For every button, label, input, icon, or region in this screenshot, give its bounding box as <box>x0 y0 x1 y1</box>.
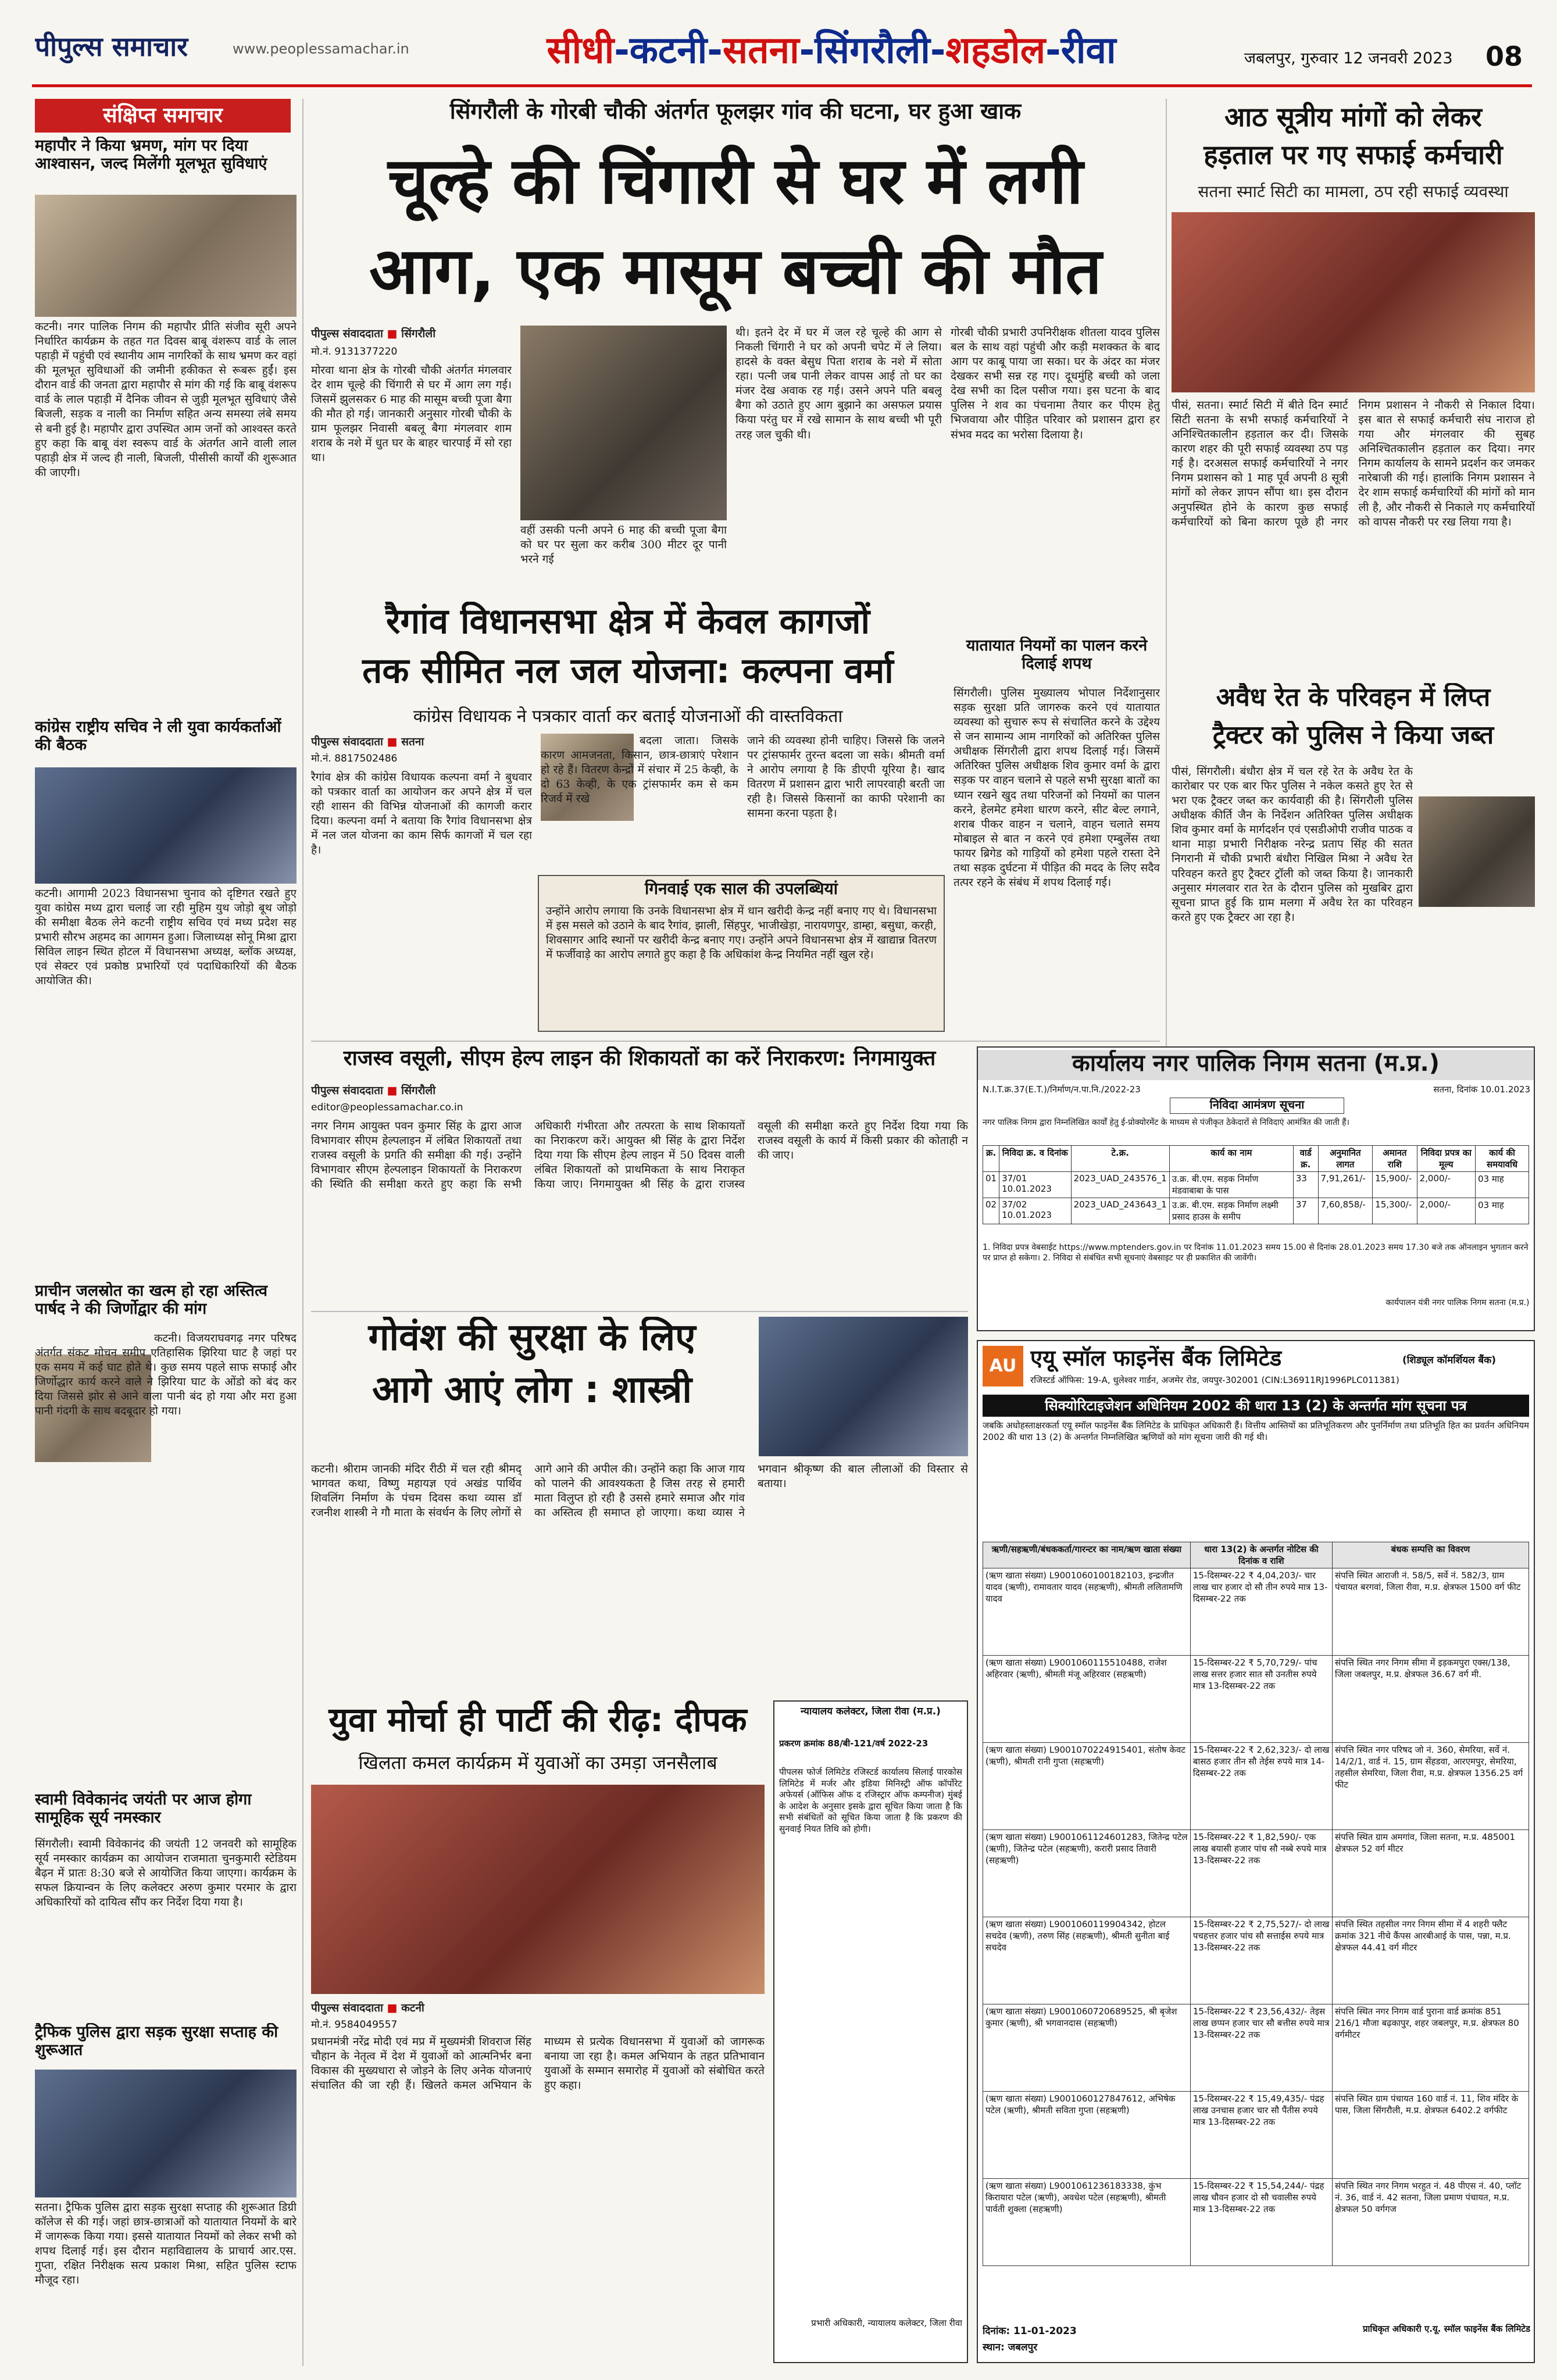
sidebar-body-2: कटनी। आगामी 2023 विधानसभा चुनाव को दृष्टिगत रखते हुए युवा कांग्रेस मध्य द्वारा चलाई जा रही मुहिम युथ जोड़ो बूथ जोड़ो की समीक्षा बैठक लेने कटनी राष्ट्रीय सचिव एवं मध्य प्रदेश सह प्रभारी सौरभ अहमद का आगमन हुआ। जिलाध्यक्ष सोनू मिश्रा द्वारा सिविल लाइन स्थित होटल में विधानसभा अध्यक्ष, ब्लॉक अध्यक्ष, एवं सेक्टर एवं प्रकोष्ठ प्रभारियों एवं पदाधिकारियों की बैठक आयोजित की। <box>35 887 297 988</box>
yuva-subhead: खिलता कमल कार्यक्रम में युवाओं का उमड़ा जनसैलाब <box>358 1752 717 1774</box>
tender-cell: 37 <box>1293 1198 1318 1224</box>
sidebar-body-3: कटनी। विजयराघवगढ़ नगर परिषद अंतर्गत संकट मोचन समीप एतिहासिक झिरिया घाट है जहां पर एक समय में कई घाट होते थे। कुछ समय पहले साफ सफाई और जिर्णोद्धार कार्य करने वाले ने झिरिया घाट के ओंडो को बंद कर दिया जिससे झोर से आने वाला पानी बंद हो गया और मरा हुआ पानी गंदगी के साथ बदबूदार हो गया। <box>35 1332 297 1418</box>
tender-cell: 15,900/- <box>1373 1172 1417 1198</box>
tender-col-sn: क्र. <box>983 1146 999 1172</box>
sidebar-body-4: सिंगरौली। स्वामी विवेकानंद की जयंती 12 जनवरी को सामूहिक सूर्य नमस्कार कार्यक्रम का आयोजन राजमाता चुनकुमारी स्टेडियम बैढ़न में प्रातः 8:30 बजे से आयोजित किया जाएगा। कार्यक्रम के सफल क्रियान्वन के लिए कलेक्टर अरुण कुमार परमार के द्वारा अधिकारियों को दायित्व सौंप कर निर्देश दिया गया है। <box>35 1838 297 1909</box>
bank-cell: 15-दिसम्बर-22 ₹ 2,62,323/- दो लाख बासठ हजार तीन सौ तेईस रुपये मात्र 14-दिसम्बर-22 तक <box>1190 1743 1332 1830</box>
bank-cell: 15-दिसम्बर-22 ₹ 15,54,244/- पंद्रह लाख चौवन हजार दो सौ चवालीस रुपये मात्र 13-दिसम्बर-22 तक <box>1190 2179 1332 2266</box>
tender-cell: 2023_UAD_243576_1 <box>1071 1172 1169 1198</box>
bank-cell: संपत्ति स्थित तहसील नगर निगम सीमा में 4 शहरी फ्लैट क्रमांक 321 नीचे कैंपस आरबीआई के पास, पन्ना, म.प्र. क्षेत्रफल 44.41 वर्ग मीटर <box>1332 1917 1529 2004</box>
legal-court: न्यायालय कलेक्टर, जिला रीवा (म.प्र.) <box>801 1706 941 1717</box>
govansh-headline-2: आगे आएं लोग : शास्त्री <box>372 1369 692 1411</box>
bank-col-property: बंधक सम्पत्ति का विवरण <box>1332 1542 1529 1568</box>
lead-body-2: थी। इतने देर में घर में जल रहे चूल्हे की आग से निकली चिंगारी ने घर को अपनी चपेट में ले लिया। हादसे के वक्त बेसुध पिता शराब के नशे में सोता रहा। पत्नी जब पानी लेकर वापस आई तो घर का मंजर देख अवाक रह गई। उसने अपने पति बबलू बैगा को उठाते हुए आग बुझाने का असफल प्रयास किया परंतु घर में रखे सामान के साथ बच्ची भी पूरी तरह जल चुकी थी। <box>735 326 942 441</box>
tender-cell: 15,300/- <box>1373 1198 1417 1224</box>
raigaon-body-1: रैगांव क्षेत्र की कांग्रेस विधायक कल्पना वर्मा ने बुधवार को पत्रकार वार्ता का आयोजन कर अपने क्षेत्र में चल रही शासन की विभिन्न योजनाओं की कागजी करार दिया। कल्पना वर्मा ने बताया कि रैगांव विधानसभा क्षेत्र में नल जल योजना का काम सिर्फ कागजों में चल रहा है। <box>311 771 532 857</box>
table-row <box>983 1198 1529 1224</box>
legal-footer: प्रभारी अधिकारी, न्यायालय कलेक्टर, जिला रीवा <box>811 2318 962 2328</box>
sidebar-body-5: सतना। ट्रैफिक पुलिस द्वारा सड़क सुरक्षा सप्ताह की शुरूआत डिग्री कॉलेज से की गई। जहां छात्र-छात्राओं को यातायात नियमों के बारे में जागरूक किया गया। इससे यातायात नियमों को लेकर सभी को शपथ दिलाई गई। इस दौरान महाविद्यालय के प्राचार्य आर.एस. गुप्ता, रक्षित निरीक्षक सत्य प्रकाश मिश्रा, सहित पुलिस स्टाफ मौजूद रहा। <box>35 2201 297 2287</box>
traffic-body: सिंगरौली। पुलिस मुख्यालय भोपाल निर्देशानुसार सड़क सुरक्षा प्रति जागरुक करने एवं यातायात व्यवस्था को सुचारु रूप से संचालित करने के उद्देश्य से जन सामान्य आम नागरिकों को अतिरिक्त पुलिस अधीक्षक सिंगरौली द्वारा शपथ दिलाई गई। जिसमें अतिरिक्त पुलिस अधीक्षक शिव कुमार वर्मा के द्वारा सड़क पर वाहन चलाने से पहले सभी सुरक्षा बातों का ध्यान रखने खुद तथा परिजनों को नियमों का पालन करने, हेलमेट हमेशा धारण करने, सीट बेल्ट लगाने, शराब पीकर वाहन न चलाने, वाहन चलाते समय मोबाइल से बात न करने एवं हमेशा एम्बुलेंस तथा फायर ब्रिगेड को गाड़ियों को हमेशा पहले रास्ता देने तथा सड़क दुर्घटना में पीड़ित की मदद के लिए सदैव तत्पर रहने के संबंध में शपथ दिलाई गई। <box>954 687 1160 889</box>
lead-mobile: मो.नं. 9131377220 <box>311 346 398 358</box>
rajasv-body: नगर निगम आयुक्त पवन कुमार सिंह के द्वारा आज विभागवार सीएम हेल्पलाइन में लंबित शिकायतों तथा राजस्व वसूली के प्रगति की समीक्षा की गई। उन्होंने विभागवार सीएम हेल्पलाइन शिकायतों के निराकरण की स्थिति की समीक्षा करते हुए कहा कि सभी अधिकारी गंभीरता और तत्परता के साथ शिकायतों का निराकरण करें। आयुक्त श्री सिंह के द्वारा निर्देश दिया गया कि सीएम हेल्प लाइन में 50 दिवस वाली लंबित शिकायतों को प्राथमिकता के साथ निराकृत किया जाए। निगमायुक्त श्री सिंह के द्वारा राजस्व वसूली की समीक्षा करते हुए निर्देश दिया गया कि राजस्व वसूली के कार्य में किसी प्रकार की कोताही न की जाए। <box>311 1120 968 1191</box>
tender-cell: 7,60,858/- <box>1318 1198 1373 1224</box>
tender-title: कार्यालय नगर पालिक निगम सतना (म.प्र.) <box>978 1050 1534 1080</box>
bank-cell: (ऋण खाता संख्या) L9001060720689525, श्री बृजेश कुमार (ऋणी), श्री भगवानदास (सहऋणी) <box>983 2004 1191 2092</box>
rajasv-email: editor@peoplessamachar.co.in <box>311 1102 463 1113</box>
bank-cell: 15-दिसम्बर-22 ₹ 5,70,729/- पांच लाख सत्तर हजार सात सौ उनतीस रुपये मात्र 13-दिसम्बर-22 तक <box>1190 1656 1332 1743</box>
bank-cell: 15-दिसम्बर-22 ₹ 4,04,203/- चार लाख चार हजार दो सौ तीन रुपये मात्र 13-दिसम्बर-22 तक <box>1190 1568 1332 1656</box>
masthead <box>0 0 1557 87</box>
sand-headline-1: अवैध रेत के परिवहन में लिप्त <box>1216 683 1491 712</box>
table-row <box>983 1830 1529 1917</box>
tender-notice-title: निविदा आमंत्रण सूचना <box>1170 1098 1344 1114</box>
sidebar-photo-5 <box>35 2070 297 2197</box>
tender-col-ward: वार्ड क्र. <box>1293 1146 1318 1172</box>
legal-notice <box>773 1700 968 2363</box>
table-row <box>983 2004 1529 2092</box>
tender-cell: उ.क्र. बी.एम. सड़क निर्माण मंडवाबाबा के पास <box>1169 1172 1293 1198</box>
raigaon-body-2: बदला जाता। जिसके कारण आमजनता, किसान, छात्र-छात्राएं परेशान हो रहे हैं। वितरण केन्द्रों में संचार में 25 केव्ही, के दो 63 केव्ही, के एक ट्रांसफार्मर कम से कम रिजर्व में रखे <box>541 734 738 806</box>
tender-cell: 37/01 10.01.2023 <box>999 1172 1071 1198</box>
bank-cell: (ऋण खाता संख्या) L9001061236183338, कुंभ किरायारा पटेल (ऋणी), अवधेश पटेल (सहऋणी), श्रीमती पार्वती शुक्ला (सहऋणी) <box>983 2179 1191 2266</box>
sidebar-body-1: कटनी। नगर पालिक निगम की महापौर प्रीति संजीव सूरी अपने निर्धारित कार्यक्रम के तहत गत दिवस बाबू वंशरूप वार्ड के लाल पहाड़ी में पहुंची एवं स्थानीय आम नागरिकों के साथ भ्रमण कर वहां की मूलभूत सुविधाओं की जमीनी हकीकत से रूबरू हुईं। इस दौरान वार्ड की जनता द्वारा महापौर से मांग की गई कि बाबू वंशरूप वार्ड के लाल पहाड़ी में दैनिक जीवन से जुड़ी मूलभूत सुविधाएं जैसे बिजली, सड़क व नाली का निर्माण सहित अन्य समस्या लंबे समय से बनी हुई है। महापौर द्वारा उपस्थित आम जनों को आश्वस्त करते हुए कहा कि बाबू वंश स्वरूप वार्ड के अंतर्गत आने वाली लाल पहाड़ी क्षेत्र में जल्द ही नाली, बिजली, पीसीसी कार्यों की शुरूआत की जाएगी। <box>35 320 297 479</box>
raigaon-headline-1: रैगांव विधानसभा क्षेत्र में केवल कागजों <box>385 602 870 642</box>
edition-cities: सीधी-कटनी-सतना-सिंगरौली-शहडोल-रीवा <box>547 29 1116 72</box>
city-2: कटनी <box>629 29 708 72</box>
bank-cell: संपत्ति स्थित नगर निगम भरहुत नं. 48 पीएस नं. 40, प्लॉट नं. 36, वार्ड नं. 42 सतना, जिला प्रमाण पंचायत, म.प्र. क्षेत्रफल 50 वर्गगज <box>1332 2179 1529 2266</box>
newspaper-logo: पीपुल्स समाचार <box>35 31 188 62</box>
tender-cell: 2023_UAD_243643_1 <box>1071 1198 1169 1224</box>
table-row <box>983 2179 1529 2266</box>
bank-tagline: (शिड्यूल कॉमर्शियल बैंक) <box>1402 1355 1497 1366</box>
sand-photo <box>1419 796 1535 907</box>
rajasv-byline-location: सिंगरौली <box>401 1084 436 1097</box>
masthead-rule <box>32 84 1532 87</box>
bank-cell: संपत्ति स्थित नगर परिषद जो नं. 360, सेमरिया, सर्वे नं. 14/2/1, वार्ड नं. 15, ग्राम सेंहडवा, आरएमपुर, सेमरिया, तहसील सेमरिया, जिला रीवा, म.प्र. क्षेत्रफल 1356.25 वर्ग फीट <box>1332 1743 1529 1830</box>
bank-cell: संपत्ति स्थित नगर निगम सीमा में इड़कमपुरा एक्स/138, जिला जबलपुर, म.प्र. क्षेत्रफल 36.67 वर्ग मी. <box>1332 1656 1529 1743</box>
bank-name: एयू स्मॉल फाइनेंस बैंक लिमिटेड <box>1030 1346 1282 1371</box>
bank-cell: संपत्ति स्थित ग्राम अमगांव, जिला सतना, म.प्र. 485001 क्षेत्रफल 52 वर्ग मीटर <box>1332 1830 1529 1917</box>
raigaon-byline-name: पीपुल्स संवाददाता <box>311 735 383 748</box>
lead-body-3: गोरबी चौकी प्रभारी उपनिरीक्षक शीतला यादव पुलिस बल के साथ वहां पहुंची और कड़ी मशक्कत के बाद आग पर काबू पाया जा सका। घर के अंदर का मंजर देखकर सभी सन्न रह गए। दूधमुंहि बच्ची को जला देख सभी का दिल पसीज गया। इस घटना के बाद पुलिस ने शव का पंचनामा तैयार कर पीएम हेतु भिजवाया और पीड़ित परिवार को प्रशासन द्वारा हर संभव मदद का भरोसा दिलाया है। <box>951 326 1160 441</box>
tender-cell: उ.क्र. बी.एम. सड़क निर्माण लक्ष्मी प्रसाद हाउस के समीप <box>1169 1198 1293 1224</box>
raigaon-box-title: गिनवाई एक साल की उपलब्धियां <box>644 880 838 898</box>
raigaon-subhead: कांग्रेस विधायक ने पत्रकार वार्ता कर बताई योजनाओं की वास्तविकता <box>413 706 843 727</box>
bank-date: दिनांक: 11-01-2023 <box>983 2325 1077 2337</box>
tender-notes: 1. निविदा प्रपत्र वेबसाईट https://www.mptenders.gov.in पर दिनांक 11.01.2023 समय 15.00 से दिनांक 28.01.2023 समय 17.30 बजे तक ऑनलाइन भुगतान करने पर प्राप्त हो सकेगा। 2. निविदा से संबंधित सभी सूचनाएं वेबसाइट पर ही प्रकाशित की जावेंगी। <box>983 1243 1529 1263</box>
tender-col-price: निविदा प्रपत्र का मूल्य <box>1417 1146 1475 1172</box>
city-4: सिंगरौली <box>815 29 930 72</box>
rajasv-byline: पीपुल्स संवाददाता ■ सिंगरौली <box>311 1084 436 1097</box>
bank-cell: संपत्ति स्थित ग्राम पंचायत 160 वार्ड नं. 11, शिव मंदिर के पास, जिला सिंगरौली, म.प्र. क्षेत्रफल 6402.2 वर्गफीट <box>1332 2092 1529 2179</box>
tender-ref: N.I.T.क्र.37(E.T.)/निर्माण/न.पा.नि./2022-23 <box>983 1084 1141 1095</box>
govansh-body: कटनी। श्रीराम जानकी मंदिर रीठी में चल रही श्रीमद् भागवत कथा, विष्णु महायज्ञ एवं अखंड पार्थिव शिवलिंग निर्माण के पंचम दिवस कथा व्यास डॉ रजनीश शास्त्री ने गौ माता के संवर्धन के लिए लोगों से आगे आने की अपील की। उन्होंने कहा कि आज गाय को पालने की आवश्यकता है जिस तरह से हमारी माता विलुप्त हो रही है उससे हमारे समाज और गांव का अस्तित्व ही समाप्त हो जाएगा। कथा व्यास ने भगवान श्रीकृष्ण की बाल लीलाओं की विस्तार से बताया। <box>311 1463 968 1520</box>
bank-col-borrower: ऋणी/सहऋणी/बंधककर्ता/गारन्टर का नाम/ऋण खाता संख्या <box>983 1542 1191 1568</box>
table-row <box>983 1172 1529 1198</box>
tender-cell: 03 माह <box>1476 1198 1529 1224</box>
issue-date: जबलपुर, गुरुवार 12 जनवरी 2023 <box>1244 49 1453 67</box>
lead-byline-location: सिंगरौली <box>401 327 436 340</box>
sidebar-photo-2 <box>35 767 297 884</box>
raigaon-byline-location: सतना <box>401 735 424 748</box>
bank-signature: प्राधिकृत अधिकारी ए.यू. स्मॉल फाइनेंस बैंक लिमिटेड <box>1362 2324 1530 2334</box>
lead-headline-2: आग, एक मासूम बच्ची की मौत <box>369 234 1102 308</box>
tender-cell: 2,000/- <box>1417 1172 1475 1198</box>
rajasv-headline: राजस्व वसूली, सीएम हेल्प लाइन की शिकायतों का करें निराकरण: निगमायुक्त <box>343 1046 936 1070</box>
tender-notice <box>977 1046 1535 1331</box>
sidebar-title: संक्षिप्त समाचार <box>35 99 291 133</box>
strike-body: पीसं, सतना। स्मार्ट सिटी में बीते दिन स्मार्ट सिटी सतना के सभी सफाई कर्मचारियों ने अनिश्चितकालीन हड़ताल कर दी। जिसके कारण शहर की पूरी सफाई व्यवस्था ठप पड़ गई है। दरअसल सफाई कर्मचारियों ने नगर निगम प्रशासन को 1 माह पूर्व अपनी 8 सूत्री मांगों को लेकर ज्ञापन सौंपा था। इस दौरान अनुपस्थित होने के कारण कुछ सफाई कर्मचारियों को बिना कारण पूछे ही नगर निगम प्रशासन ने नौकरी से निकाल दिया। इस बात से सफाई कर्मचारी संघ नाराज हो गया और मंगलवार की सुबह अनिश्चितकालीन हड़ताल कर दिया। नगर निगम कार्यालय के सामने प्रदर्शन कर जमकर नारेबाजी की गई। हालांकि निगम प्रशासन ने देर शाम सफाई कर्मचारियों की मांगों को मान ली है, और नौकरी से निकाले गए कर्मचारियों को वापस नौकरी पर रख लिया गया है। <box>1172 399 1535 528</box>
strike-headline-1: आठ सूत्रीय मांगों को लेकर <box>1224 102 1482 133</box>
bank-cell: 15-दिसम्बर-22 ₹ 1,82,590/- एक लाख बयासी हजार पांच सौ नब्बे रुपये मात्र 13-दिसम्बर-22 तक <box>1190 1830 1332 1917</box>
tender-cell: 37/02 10.01.2023 <box>999 1198 1071 1224</box>
lead-byline-name: पीपुल्स संवाददाता <box>311 327 383 340</box>
yuva-byline-location: कटनी <box>401 2002 424 2014</box>
bank-cell: संपत्ति स्थित नगर निगम वार्ड पुराना वार्ड क्रमांक 851 216/1 मौजा बढ़कापुर, शहर जबलपुर, म.प्र. क्षेत्रफल 80 वर्गमीटर <box>1332 2004 1529 2092</box>
yuva-mobile: मो.नं. 9584049557 <box>311 2019 398 2031</box>
govansh-photo <box>759 1317 968 1456</box>
traffic-headline: यातायात नियमों का पालन करने दिलाई शपथ <box>966 637 1148 673</box>
lead-byline: पीपुल्स संवाददाता ■ सिंगरौली <box>311 327 436 340</box>
bank-col-notice: धारा 13(2) के अन्तर्गत नोटिस की दिनांक व राशि <box>1190 1542 1332 1568</box>
raigaon-headline-2: तक सीमित नल जल योजना: कल्पना वर्मा <box>362 651 894 691</box>
raigaon-box-body: उन्होंने आरोप लगाया कि उनके विधानसभा क्षेत्र में धान खरीदी केन्द्र नहीं बनाए गए थे। विधानसभा में इस मसले को उठाने के बाद रैगांव, झाली, सिंहपुर, भाजीखेड़ा, नारायणपुर, डाम्हा, बसुधा, करही, शिवसागर आदि स्थानों पर खरीदी केन्द्र बनाए गए। उन्होंने अपने विधानसभा क्षेत्र में खाद्यान्न वितरण में फर्जीवाड़े का आरोप लगाते हुए कहा है कि अधिकांश केन्द्र नियमित नहीं खुल रहे। <box>546 905 937 962</box>
sand-body: पीसं, सिंगरौली। बंधौरा क्षेत्र में चल रहे रेत के अवैध रेत के कारोबार पर एक बार फिर पुलिस ने नकेल कसते हुए रेत से भरा एक ट्रैक्टर जब्त कर कार्यवाही की है। सिंगरौली पुलिस अधीक्षक कीर्ति जैन के निर्देशन अतिरिक्त पुलिस अधीक्षक शिव कुमार वर्मा के मार्गदर्शन एवं एसडीओपी राजीव पाठक व थाना माड़ा प्रभारी निरीक्षक नरेन्द्र प्रताप सिंह की सतत निगरानी में चौकी प्रभारी बंधौरा निखिल मिश्रा ने अवैध रेत परिवहन करते हुए ट्रैक्टर ट्रॉली को जब्त किया है। जानकारी अनुसार मंगलवार रात रेत के दौरान पुलिस को मुखबिर द्वारा सूचना प्राप्त हुई कि ग्राम मलगा में अवैध रेत का परिवहन करते हुए एक ट्रैक्टर आ रहा है। <box>1172 765 1413 924</box>
tender-cell: 01 <box>983 1172 999 1198</box>
bank-cell: संपत्ति स्थित आराजी नं. 58/5, सर्वे नं. 582/3, ग्राम पंचायत बरगवां, जिला रीवा, म.प्र. क्षेत्रफल 1500 वर्ग फीट <box>1332 1568 1529 1656</box>
sidebar-divider <box>302 99 303 2366</box>
sidebar-headline-5: ट्रैफिक पुलिस द्वारा सड़क सुरक्षा सप्ताह की शुरूआत <box>35 2023 278 2060</box>
bank-intro: जबकि अधोहस्ताक्षरकर्ता एयू स्मॉल फाइनेंस बैंक लिमिटेड के प्राधिकृत अधिकारी हैं। वित्तीय आस्तियों का प्रतिभूतिकरण और पुनर्निर्माण तथा प्रतिभूति हित का प्रवर्तन अधिनियम 2002 की धारा 13 (2) के अन्तर्गत निम्नलिखित ऋणियों को मांग सूचना जारी की गई थी। <box>983 1420 1529 1442</box>
tender-col-cost: अनुमानित लागत <box>1318 1146 1373 1172</box>
strike-headline-2: हड़ताल पर गए सफाई कर्मचारी <box>1204 140 1503 170</box>
lead-photo <box>520 326 727 520</box>
bank-cell: (ऋण खाता संख्या) L9001060115510488, राजेश अहिरवार (ऋणी), श्रीमती मंजू अहिरवार (सहऋणी) <box>983 1656 1191 1743</box>
tender-cell: 03 माह <box>1476 1172 1529 1198</box>
tender-col-work: कार्य का नाम <box>1169 1146 1293 1172</box>
tender-cell: 7,91,261/- <box>1318 1172 1373 1198</box>
bank-cell: (ऋण खाता संख्या) L9001070224915401, संतोष केवट (ऋणी), श्रीमती रानी गुप्ता (सहऋणी) <box>983 1743 1191 1830</box>
tender-date: सतना, दिनांक 10.01.2023 <box>1433 1084 1530 1095</box>
bank-logo-icon: AU <box>983 1346 1023 1386</box>
bank-cell: (ऋण खाता संख्या) L9001060119904342, होटल सचदेव (ऋणी), तरुण सिंह (सहऋणी), श्रीमती सुनीता बाई सचदेव <box>983 1917 1191 2004</box>
sidebar-headline-4: स्वामी विवेकानंद जयंती पर आज होगा सामूहिक सूर्य नमस्कार <box>35 1791 252 1827</box>
website-url: www.peoplessamachar.in <box>233 41 409 57</box>
raigaon-mobile: मो.नं. 8817502486 <box>311 753 398 764</box>
table-row <box>983 1917 1529 2004</box>
city-1: सीधी <box>547 29 615 72</box>
tender-table <box>983 1145 1529 1224</box>
table-row <box>983 1568 1529 1656</box>
raigaon-byline: पीपुल्स संवाददाता ■ सतना <box>311 735 424 748</box>
strike-subhead: सतना स्मार्ट सिटी का मामला, ठप रही सफाई व्यवस्था <box>1198 182 1509 201</box>
bank-cell: 15-दिसम्बर-22 ₹ 2,75,527/- दो लाख पचहत्तर हजार पांच सौ सत्ताईस रुपये मात्र 13-दिसम्बर-22 तक <box>1190 1917 1332 2004</box>
lead-headline-1: चूल्हे की चिंगारी से घर में लगी <box>388 144 1083 218</box>
sidebar-headline-3: प्राचीन जलस्रोत का खत्म हो रहा अस्तित्व पार्षद ने की जिर्णोद्वार की मांग <box>35 1282 268 1318</box>
yuva-byline-name: पीपुल्स संवाददाता <box>311 2002 383 2014</box>
tender-signature: कार्यपालन यंत्री नगर पालिक निगम सतना (म.प्र.) <box>1385 1298 1530 1307</box>
legal-case: प्रकरण क्रमांक 88/बी-121/वर्ष 2022-23 <box>779 1738 929 1749</box>
table-row <box>983 1743 1529 1830</box>
bank-place: स्थान: जबलपुर <box>983 2342 1038 2353</box>
yuva-byline: पीपुल्स संवाददाता ■ कटनी <box>311 2002 424 2014</box>
raigaon-box <box>538 875 945 1032</box>
tender-cell: 2,000/- <box>1417 1198 1475 1224</box>
bank-cell: (ऋण खाता संख्या) L9001060100182103, इन्द्रजीत यादव (ऋणी), रामावतार यादव (सहऋणी), श्रीमती ललितामणि यादव <box>983 1568 1191 1656</box>
sidebar-headline-2: कांग्रेस राष्ट्रीय सचिव ने ली युवा कार्यकर्ताओं की बैठक <box>35 718 281 755</box>
center-right-divider <box>1166 99 1167 1052</box>
bank-address: रजिस्टर्ड ऑफिस: 19-A, धुलेश्वर गार्डन, अजमेर रोड, जयपुर-302001 (CIN:L36911RJ1996PLC011381) <box>1030 1375 1399 1385</box>
bank-table <box>983 1542 1529 2266</box>
sand-headline-2: ट्रैक्टर को पुलिस ने किया जब्त <box>1212 721 1494 750</box>
lead-kicker: सिंगरौली के गोरबी चौकी अंतर्गत फूलझर गांव की घटना, घर हुआ खाक <box>449 99 1022 124</box>
bank-notice-title: सिक्योरिटाइजेशन अधिनियम 2002 की धारा 13 (2) के अन्तर्गत मांग सूचना पत्र <box>983 1395 1529 1417</box>
city-6: रीवा <box>1060 29 1116 72</box>
tender-cell: 02 <box>983 1198 999 1224</box>
govansh-headline-1: गोवंश की सुरक्षा के लिए <box>368 1317 696 1359</box>
tender-intro: नगर पालिक निगम द्वारा निम्नलिखित कार्यों हेतु ई-प्रोक्योरमेंट के माध्यम से पंजीकृत ठेकेदारों से निविदाएं आमंत्रित की जाती हैं। <box>983 1118 1349 1127</box>
table-row <box>983 2092 1529 2179</box>
city-5: शहडोल <box>945 29 1046 72</box>
yuva-photo <box>311 1785 765 1994</box>
yuva-headline: युवा मोर्चा ही पार्टी की रीढ़: दीपक <box>328 1700 747 1739</box>
page-number: 08 <box>1485 41 1523 72</box>
bank-cell: (ऋण खाता संख्या) L9001061124601283, जितेन्द्र पटेल (ऋणी), जितेन्द्र पटेल (सहऋणी), करारी प्रसाद तिवारी (सहऋणी) <box>983 1830 1191 1917</box>
bank-cell: 15-दिसम्बर-22 ₹ 15,49,435/- पंद्रह लाख उनचास हजार चार सौ पैंतीस रुपये मात्र 13-दिसम्बर-22 तक <box>1190 2092 1332 2179</box>
bank-cell: 15-दिसम्बर-22 ₹ 23,56,432/- तेइस लाख छप्पन हजार चार सौ बत्तीस रुपये मात्र 13-दिसम्बर-22 तक <box>1190 2004 1332 2092</box>
bank-table-header <box>983 1542 1529 1568</box>
tender-col-deposit: अमानत राशि <box>1373 1146 1417 1172</box>
table-row <box>983 1656 1529 1743</box>
rajasv-top-rule <box>311 1041 1160 1042</box>
rajasv-byline-name: पीपुल्स संवाददाता <box>311 1084 383 1097</box>
tender-col-no: निविदा क्र. व दिनांक <box>999 1146 1071 1172</box>
raigaon-body-3: जाने की व्यवस्था होनी चाहिए। जिससे कि जलने पर ट्रांसफार्मर तुरन्त बदला जा सके। श्रीमती वर्मा ने आरोप लगाया है कि डीएपी यूरिया है। खाद वितरण में प्रशासन द्वारा भारी लापरवाही बरती जा रही है। जिससे किसानों का काफी परेशानी का सामना करना पड़ता है। <box>747 734 945 820</box>
sidebar-photo-1 <box>35 195 297 317</box>
bank-cell: (ऋण खाता संख्या) L9001060127847612, अभिषेक पटेल (ऋणी), श्रीमती सविता गुप्ता (सहऋणी) <box>983 2092 1191 2179</box>
sidebar-headline-1: महापौर ने किया भ्रमण, मांग पर दिया आश्वासन, जल्द मिलेंगी मूलभूत सुविधाएं <box>35 137 267 173</box>
yuva-body: प्रधानमंत्री नरेंद्र मोदी एवं मप्र में मुख्यमंत्री शिवराज सिंह चौहान के नेतृत्व में देश में युवाओं को आत्मनिर्भर बना विकास की मुख्यधारा से जोड़ने के लिए अनेक योजनाएं संचालित की जा रही हैं। खिलते कमल अभियान के माध्यम से प्रत्येक विधानसभा में युवाओं को जागरूक बनाया जा रहा है। कमल अभियान के तहत प्रतिभावान युवाओं के सम्मान समारोह में युवाओं को संबोधित करते हुए कहा। <box>311 2035 765 2092</box>
tender-cell: 33 <box>1293 1172 1318 1198</box>
lead-photo-caption: वहीं उसकी पत्नी अपने 6 माह की बच्ची पूजा बैगा को घर पर सुला कर करीब 300 मीटर दूर पानी भरने गई <box>520 524 727 566</box>
tender-table-header <box>983 1146 1529 1172</box>
city-3: सतना <box>722 29 799 72</box>
tender-col-period: कार्य की समयावधि <box>1476 1146 1529 1172</box>
tender-col-te: टे.क्र. <box>1071 1146 1169 1172</box>
lead-body-1: मोरवा थाना क्षेत्र के गोरबी चौकी अंतर्गत मंगलवार देर शाम चूल्हे की चिंगारी से घर में आग लग गई। जिसमें झुलसकर 6 माह की मासूम बच्ची पूजा बैगा की मौत हो गई। जानकारी अनुसार गोरबी चौकी के ग्राम फूलझर निवासी बबलू बैगा मंगलवार शाम शराब के नशे में धुत घर के बाहर चारपाई में सो रहा था। <box>311 364 512 464</box>
strike-photo <box>1172 212 1535 392</box>
legal-body: पीपलस फोर्ज लिमिटेड रजिस्टर्ड कार्यालय सिलाई पारकोस लिमिटेड में मर्जर और इडिया मिनिस्ट्री ऑफ कॉर्पोरेट अफेयर्स (ऑफिस ऑफ द रजिस्ट्रार ऑफ कम्पनीज) मुंबई के आदेश के अनुसार इसके द्वारा सूचित किया जाता है कि सभी संबंधितों को सूचित किया जाता है कि प्रकरण की सुनवाई नियत तिथि को होगी। <box>779 1767 962 1834</box>
bank-notice <box>977 1340 1535 2363</box>
govansh-top-rule <box>311 1311 968 1312</box>
